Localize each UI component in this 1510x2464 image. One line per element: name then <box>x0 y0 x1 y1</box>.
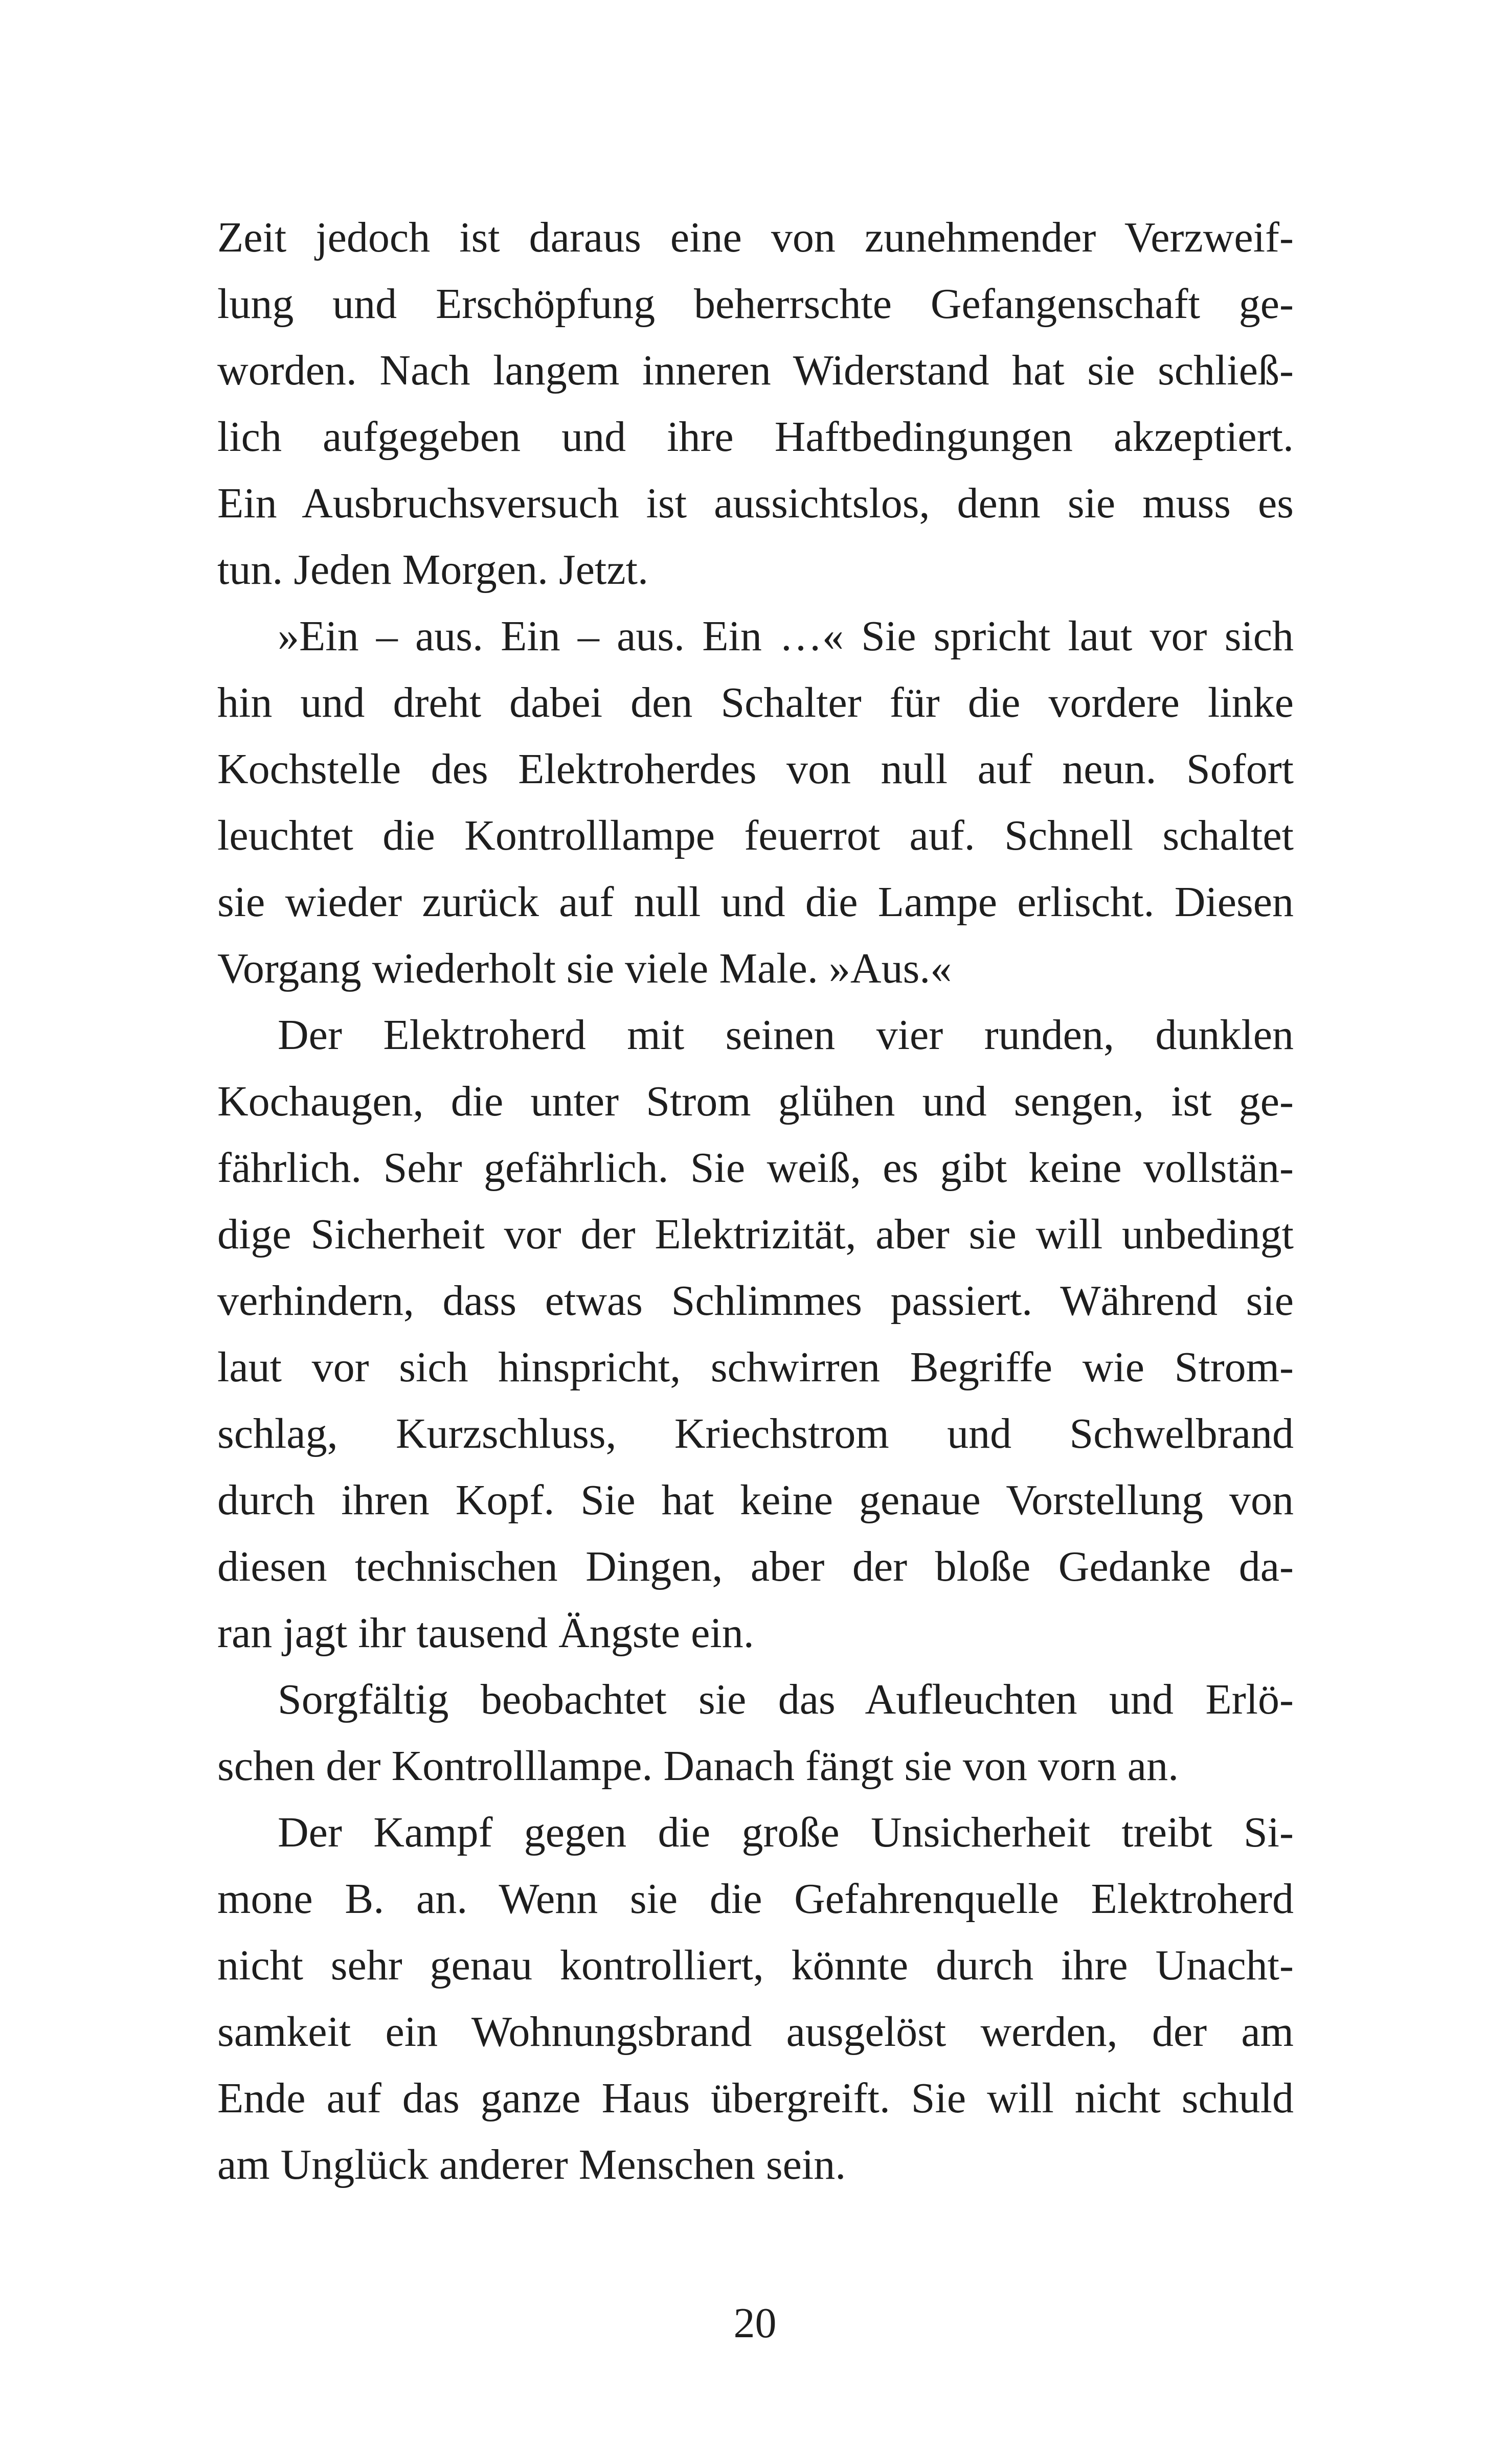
text-line: Ein Ausbruchsversuch ist aussichtslos, denn sie muss es <box>217 480 1294 527</box>
text-line: nicht sehr genau kontrolliert, könnte durch ihre Unacht- <box>217 1942 1294 1989</box>
text-line: am Unglück anderer Menschen sein. <box>217 2141 846 2188</box>
text-line: Zeit jedoch ist daraus eine von zunehmender Verzweif- <box>217 214 1294 261</box>
text-line: tun. Jeden Morgen. Jetzt. <box>217 546 648 594</box>
text-line: durch ihren Kopf. Sie hat keine genaue Vorstellung von <box>217 1476 1294 1524</box>
text-line: Der Elektroherd mit seinen vier runden, dunklen <box>278 1011 1294 1059</box>
text-line: dige Sicherheit vor der Elektrizität, aber sie will unbedingt <box>217 1211 1294 1258</box>
text-line: hin und dreht dabei den Schalter für die vordere linke <box>217 679 1294 726</box>
text-line: leuchtet die Kontrolllampe feuerrot auf. Schnell schaltet <box>217 812 1294 859</box>
text-line: Ende auf das ganze Haus übergreift. Sie will nicht schuld <box>217 2074 1294 2122</box>
text-line: sie wieder zurück auf null und die Lampe erlischt. Diesen <box>217 878 1294 926</box>
text-line: mone B. an. Wenn sie die Gefahrenquelle Elektroherd <box>217 1875 1294 1923</box>
text-line: lich aufgegeben und ihre Haftbedingungen akzeptiert. <box>217 413 1294 461</box>
text-line: schlag, Kurzschluss, Kriechstrom und Schwelbrand <box>217 1410 1294 1457</box>
text-line: Sorgfältig beobachtet sie das Aufleuchten und Erlö- <box>278 1676 1294 1723</box>
text-line: »Ein – aus. Ein – aus. Ein …« Sie spricht laut vor sich <box>278 612 1294 660</box>
text-line: laut vor sich hinspricht, schwirren Begriffe wie Strom- <box>217 1343 1294 1391</box>
paragraph <box>217 603 1294 1002</box>
text-line: Kochstelle des Elektroherdes von null auf neun. Sofort <box>217 745 1294 793</box>
text-line: worden. Nach langem inneren Widerstand hat sie schließ- <box>217 347 1294 394</box>
text-line: lung und Erschöpfung beherrschte Gefangenschaft ge- <box>217 280 1294 328</box>
text-line: Der Kampf gegen die große Unsicherheit treibt Si- <box>278 1809 1294 1856</box>
body-text <box>217 204 1294 2198</box>
text-line: fährlich. Sehr gefährlich. Sie weiß, es gibt keine vollstän- <box>217 1144 1294 1192</box>
text-line: schen der Kontrolllampe. Danach fängt sie von vorn an. <box>217 1742 1179 1790</box>
text-line: Kochaugen, die unter Strom glühen und sengen, ist ge- <box>217 1078 1294 1125</box>
text-line: diesen technischen Dingen, aber der bloße Gedanke da- <box>217 1543 1294 1590</box>
text-line: ran jagt ihr tausend Ängste ein. <box>217 1609 754 1657</box>
page-number: 20 <box>733 2299 777 2347</box>
text-line: Vorgang wiederholt sie viele Male. »Aus.« <box>217 945 952 992</box>
paragraph <box>217 1799 1294 2198</box>
text-line: samkeit ein Wohnungsbrand ausgelöst werden, der am <box>217 2008 1294 2056</box>
paragraph <box>217 1002 1294 1667</box>
paragraph <box>217 1667 1294 1799</box>
text-line: verhindern, dass etwas Schlimmes passiert. Während sie <box>217 1277 1294 1325</box>
paragraph <box>217 204 1294 603</box>
